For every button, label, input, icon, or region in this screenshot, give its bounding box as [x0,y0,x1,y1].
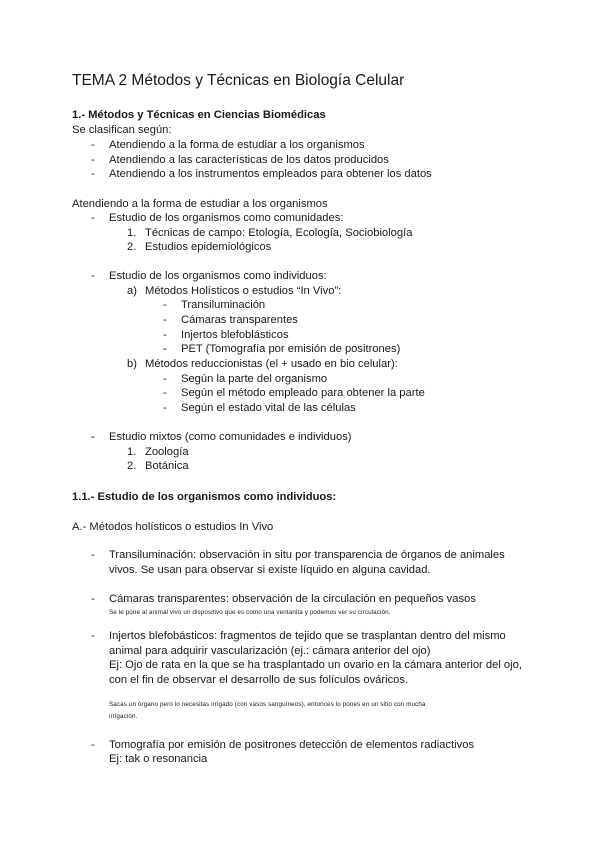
injertos-line: con el fin de observar el desarrollo de sus folículos ováricos. [109,674,409,686]
list-bullet: - [91,139,95,151]
injertos-line: animal para adquirir vascularización (ej.: cámara anterior del ojo) [109,645,431,657]
list-item: Según la parte del organismo [181,373,328,385]
list-item: Zoología [145,446,189,458]
reduccionistas-label: Métodos reduccionistas (el + usado en bio celular): [145,358,398,370]
list-bullet: - [91,431,95,443]
list-bullet: - [91,270,95,282]
list-bullet: - [163,373,167,385]
list-item: Transiluminación [181,299,266,311]
injertos-note: Sacas un órgano pero lo necesitas irrigado (con vasos sanguíneos), entonces lo pones en un sitio con mucha [109,701,426,708]
list-number: 1. [127,227,137,239]
list-bullet: - [163,343,167,355]
tomografia-line: Ej: tak o resonancia [109,753,208,765]
list-bullet: - [163,329,167,341]
list-item: Según el estado vital de las células [181,402,356,414]
section-1-heading: 1.- Métodos y Técnicas en Ciencias Biomédicas [72,109,326,121]
camaras-line: Cámaras transparentes: observación de la circulación en pequeños vasos [109,593,476,605]
list-bullet: - [163,402,167,414]
page-title: TEMA 2 Métodos y Técnicas en Biología Celular [72,72,405,89]
individuos-label: Estudio de los organismos como individuos: [109,270,327,282]
list-bullet: - [91,630,95,642]
section-1-intro: Se clasifican según: [72,124,172,136]
list-item: Según el método empleado para obtener la parte [181,387,425,399]
list-item: Atendiendo a los instrumentos empleados para obtener los datos [109,168,432,180]
camaras-note: Se le pone al animal vivo un dispositivo que es como una ventanita y podemos ver su circulación. [109,609,391,616]
list-item: Botánica [145,460,189,472]
list-bullet: - [91,739,95,751]
section-1-1-subheading: A.- Métodos holísticos o estudios In Vivo [72,521,274,533]
list-bullet: - [91,168,95,180]
mixtos-label: Estudio mixtos (como comunidades e individuos) [109,431,352,443]
section-1-1-heading: 1.1.- Estudio de los organismos como individuos: [72,491,337,503]
forma-intro: Atendiendo a la forma de estudiar a los organismos [72,198,328,210]
list-number: 1. [127,446,137,458]
list-bullet: - [91,549,95,561]
list-item: PET (Tomografía por emisión de positrones) [181,343,401,355]
injertos-note: irrigación. [109,713,138,720]
list-bullet: - [91,593,95,605]
list-bullet: - [91,154,95,166]
list-letter: a) [127,285,137,297]
transiluminacion-line: Transiluminación: observación in situ por transparencia de órganos de animales [109,549,505,561]
injertos-line: Ej: Ojo de rata en la que se ha trasplantado un ovario en la cámara anterior del ojo, [109,659,522,671]
tomografia-line: Tomografía por emisión de positrones detección de elementos radiactivos [109,739,475,751]
list-item: Injertos blefoblásticos [181,329,289,341]
list-number: 2. [127,460,137,472]
list-letter: b) [127,358,137,370]
list-item: Estudios epidemiológicos [145,241,272,253]
list-item: Técnicas de campo: Etología, Ecología, Sociobiología [145,227,413,239]
list-bullet: - [163,387,167,399]
comunidades-label: Estudio de los organismos como comunidades: [109,212,344,224]
list-item: Atendiendo a las características de los datos producidos [109,154,389,166]
injertos-line: Injertos blefobásticos: fragmentos de tejido que se trasplantan dentro del mismo [109,630,506,642]
list-bullet: - [163,314,167,326]
list-item: Cámaras transparentes [181,314,298,326]
list-bullet: - [91,212,95,224]
list-number: 2. [127,241,137,253]
list-item: Atendiendo a la forma de estudiar a los organismos [109,139,365,151]
holisticos-label: Métodos Holísticos o estudios “In Vivo”: [145,285,342,297]
list-bullet: - [163,299,167,311]
transiluminacion-line: vivos. Se usan para observar si existe líquido en alguna cavidad. [109,564,431,576]
